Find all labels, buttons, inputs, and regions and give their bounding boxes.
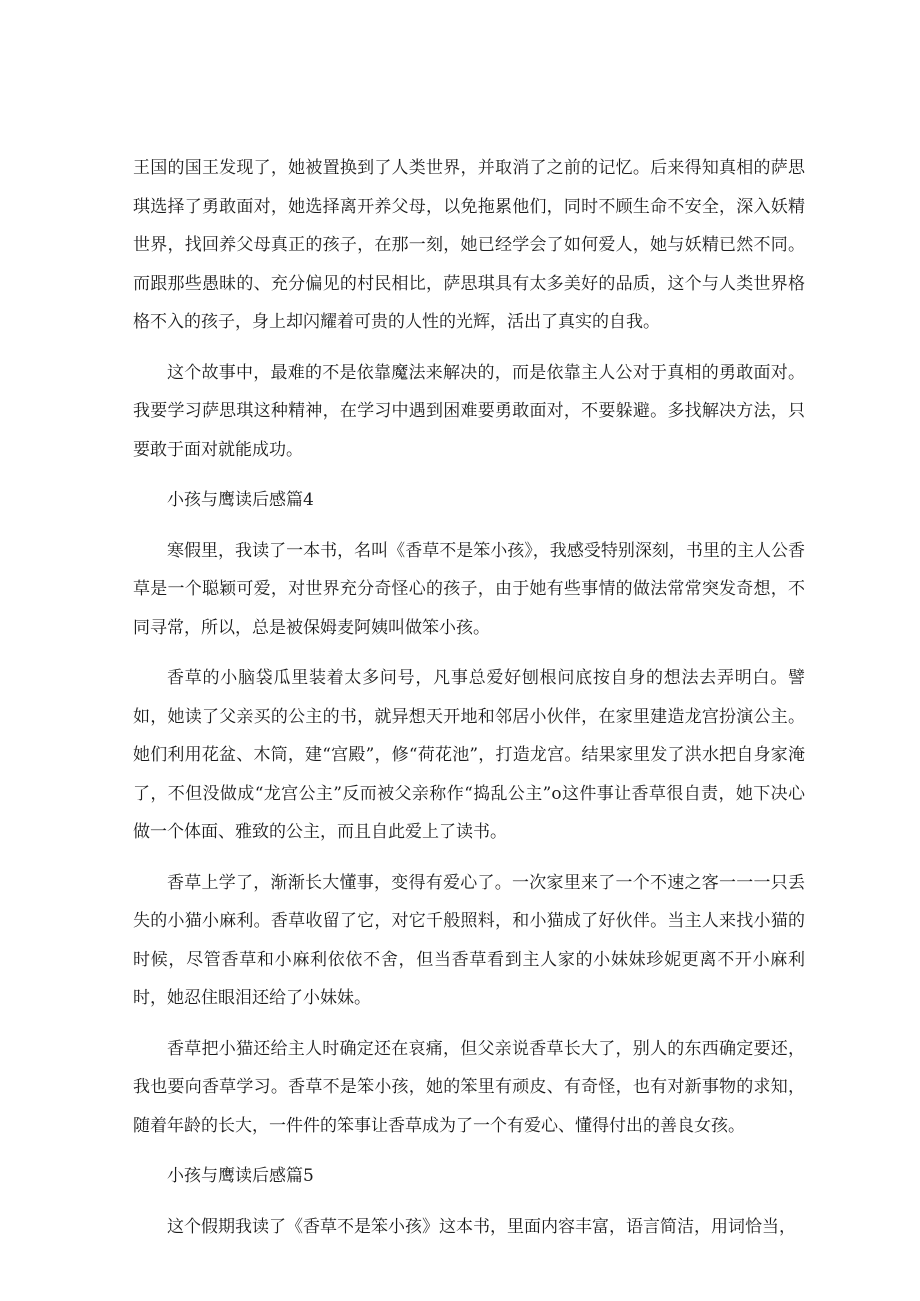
paragraph-6: 香草把小猫还给主人时确定还在哀痛，但父亲说香草长大了，别人的东西确定要还，我也要向香草学习。香草不是笨小孩，她的笨里有顽皮、有奇怪，也有对新事物的求知，随着年龄的长大，一件件的笨事让香草成为了一个有爱心、懂得付出的善良女孩。 — [133, 1038, 805, 1136]
section-heading-4: 小孩与鹰读后感篇4 — [167, 490, 314, 510]
document-body — [133, 149, 805, 1258]
paragraph-3: 寒假里，我读了一本书，名叫《香草不是笨小孩》，我感受特别深刻，书里的主人公香草是一个聪颖可爱，对世界充分奇怪心的孩子，由于她有些事情的做法常常突发奇想，不同寻常，所以，总是被保姆麦阿姨叫做笨小孩。 — [133, 540, 805, 638]
paragraph-4: 香草的小脑袋瓜里装着太多问号，凡事总爱好刨根问底按自身的想法去弄明白。譬如，她读了父亲买的公主的书，就异想天开地和邻居小伙伴，在家里建造龙宫扮演公主。她们利用花盆、木筒，建“宫殿”，修“荷花池”，打造龙宫。结果家里发了洪水把自身家淹了，不但没做成“龙宫公主”反而被父亲称作“捣乱公主”o这件事让香草很自责，她下决心做一个体面、雅致的公主，而且自此爱上了读书。 — [133, 668, 805, 842]
paragraph-5: 香草上学了，渐渐长大懂事，变得有爱心了。一次家里来了一个不速之客一一一只丢失的小猫小麻利。香草收留了它，对它千般照料，和小猫成了好伙伴。当主人来找小猫的时候，尽管香草和小麻利依依不舍，但当香草看到主人家的小妹妹珍妮更离不开小麻利时，她忍住眼泪还给了小妹妹。 — [133, 872, 805, 1008]
section-heading-5: 小孩与鹰读后感篇5 — [167, 1166, 314, 1186]
paragraph-2: 这个故事中，最难的不是依靠魔法来解决的，而是依靠主人公对于真相的勇敢面对。我要学习萨思琪这种精神，在学习中遇到困难要勇敢面对，不要躲避。多找解决方法，只要敢于面对就能成功。 — [133, 362, 805, 460]
paragraph-1: 王国的国王发现了，她被置换到了人类世界，并取消了之前的记忆。后来得知真相的萨思琪选择了勇敢面对，她选择离开养父母，以免拖累他们，同时不顾生命不安全，深入妖精世界，找回养父母真正的孩子，在那一刻，她已经学会了如何爱人，她与妖精已然不同。而跟那些愚昧的、充分偏见的村民相比，萨思琪具有太多美好的品质，这个与人类世界格格不入的孩子，身上却闪耀着可贵的人性的光辉，活出了真实的自我。 — [133, 158, 805, 332]
paragraph-7: 这个假期我读了《香草不是笨小孩》这本书，里面内容丰富，语言简洁，用词恰当， — [167, 1216, 796, 1237]
